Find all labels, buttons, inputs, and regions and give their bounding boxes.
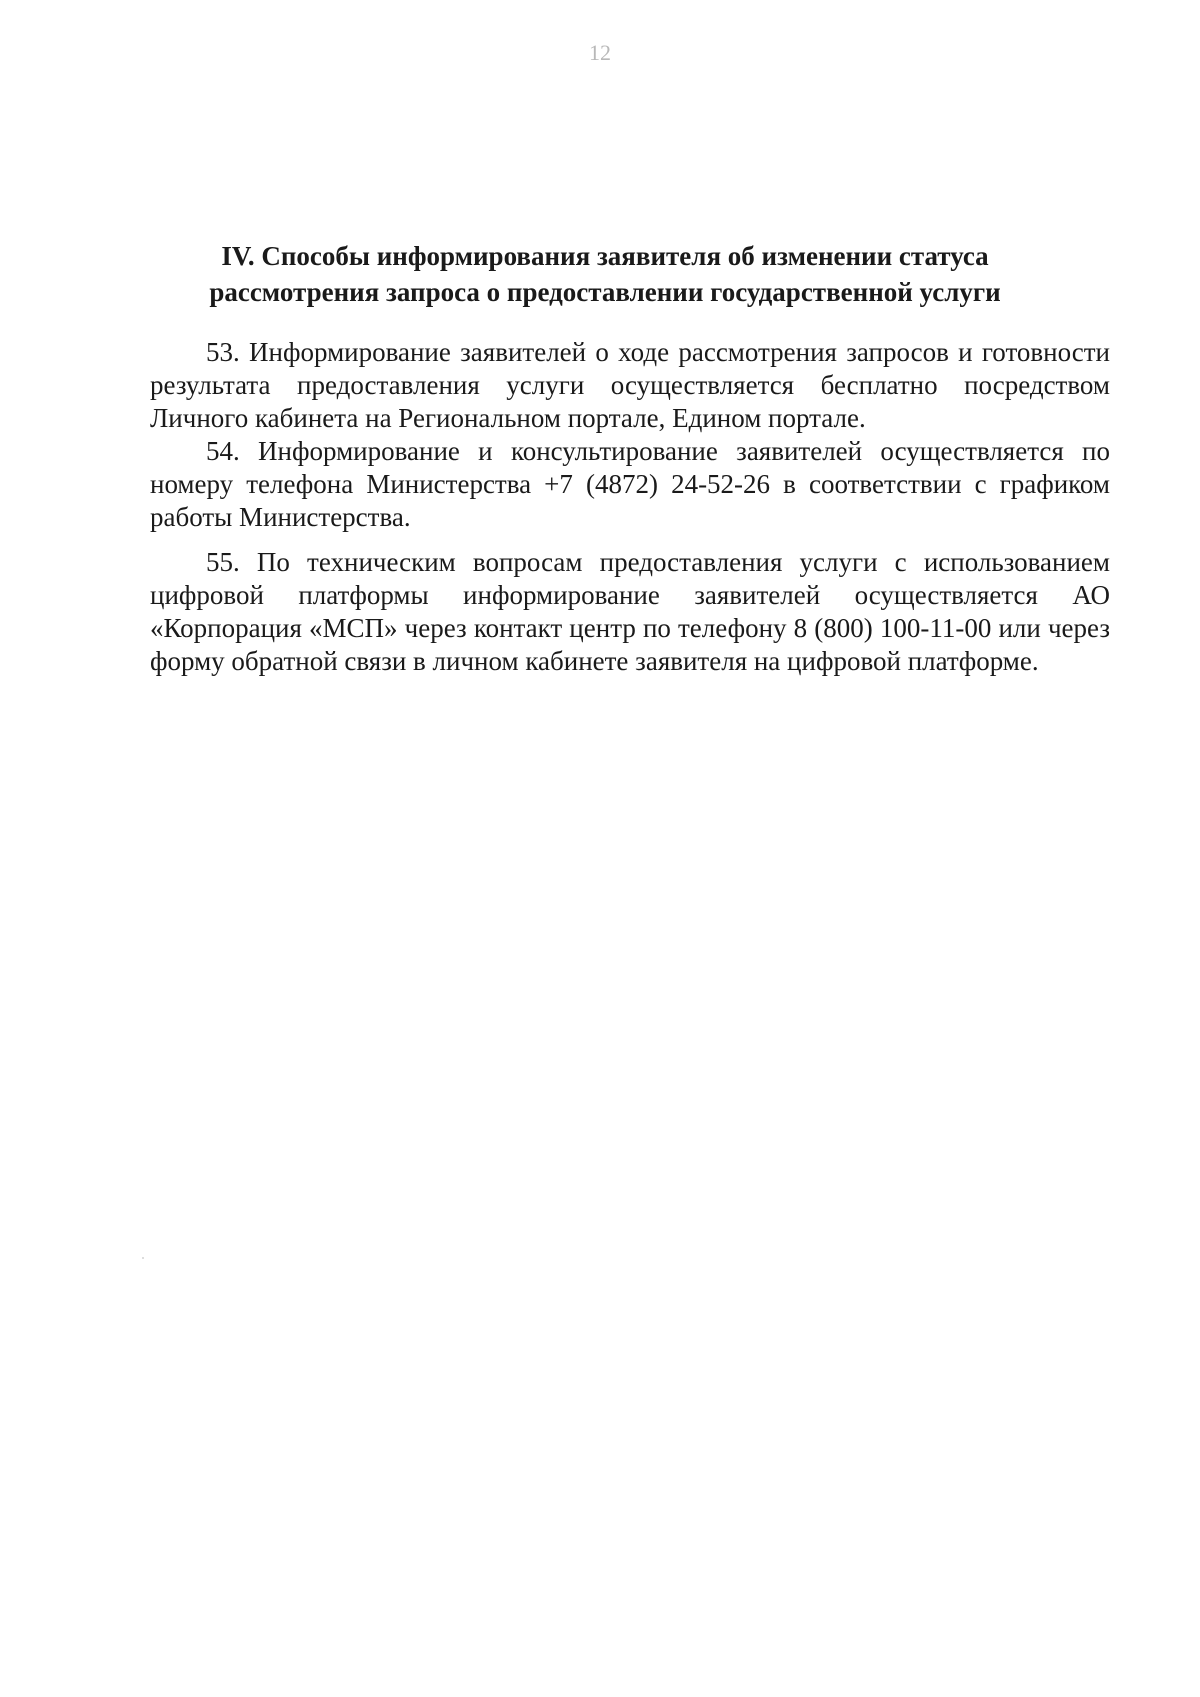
paragraph-55: 55. По техническим вопросам предоставления услуги с использованием цифровой платформы информирование заявителей осуществляется АО «Корпорация «МСП» через контакт центр по телефону 8 (800) 100-11-00 или через форму обратной связи в личном кабинете заявителя на цифровой платформе. xyxy=(150,547,1110,676)
paragraph-54: 54. Информирование и консультирование заявителей осуществляется по номеру телефона Министерства +7 (4872) 24-52-26 в соответствии с графиком работы Министерства. xyxy=(150,436,1110,532)
document-body xyxy=(150,336,1110,678)
paragraph-53: 53. Информирование заявителей о ходе рассмотрения запросов и готовности результата предоставления услуги осуществляется бесплатно посредством Личного кабинета на Региональном портале, Едином портале. xyxy=(150,337,1110,433)
section-heading-line-1: IV. Способы информирования заявителя об изменении статуса xyxy=(221,241,989,271)
page-number: 12 xyxy=(589,40,611,65)
section-heading xyxy=(150,238,1060,310)
section-heading-line-2: рассмотрения запроса о предоставлении государственной услуги xyxy=(209,277,1001,307)
scan-artifact xyxy=(142,1257,144,1259)
